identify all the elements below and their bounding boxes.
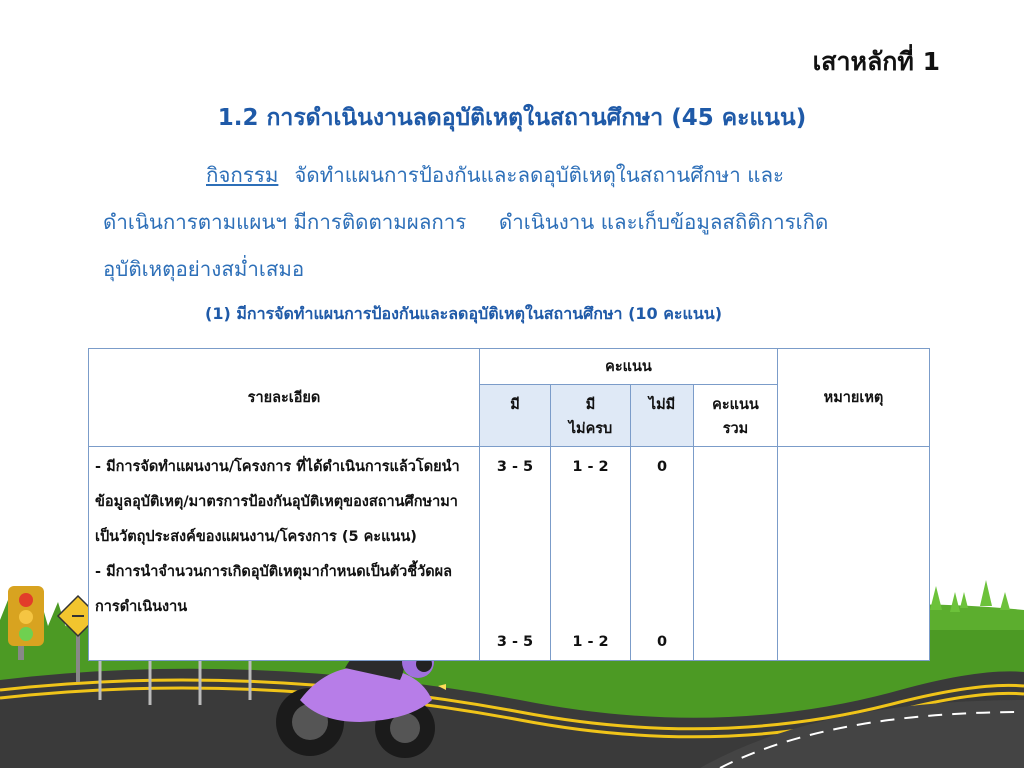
pillar-title: เสาหลักที่ 1: [812, 47, 940, 76]
header-have: มี: [480, 385, 551, 447]
row-detail: - มีการจัดทำแผนงาน/โครงการ ที่ได้ดำเนินการแล้วโดยนำข้อมูลอุบัติเหตุ/มาตรการป้องกันอุบัติเหตุของสถานศึกษามาเป็นวัตถุประสงค์ของแผนงาน/โครงการ (5 คะแนน): [95, 459, 460, 545]
header-total: คะแนน รวม: [694, 385, 778, 447]
table-row: [89, 447, 930, 661]
header-score: คะแนน: [480, 349, 778, 385]
score-table: [88, 348, 930, 661]
activity-paragraph: [103, 152, 933, 293]
header-none: ไม่มี: [631, 385, 694, 447]
row-have-value: 3 - 5: [496, 634, 534, 650]
row-total-cell: [694, 447, 778, 661]
row-remark-cell: [778, 447, 930, 661]
row-detail: - มีการนำจำนวนการเกิดอุบัติเหตุมากำหนดเป็นตัวชี้วัดผลการดำเนินงาน: [95, 564, 453, 615]
activity-label: กิจกรรม: [206, 163, 279, 187]
section-heading: 1.2 การดำเนินงานลดอุบัติเหตุในสถานศึกษา (45 คะแนน): [217, 105, 807, 131]
row-have-value: 3 - 5: [496, 459, 534, 475]
activity-line-2: ดำเนินการตามแผนฯ มีการติดตามผลการ ดำเนินงาน และเก็บข้อมูลสถิติการเกิด: [103, 210, 829, 234]
sub-criterion-heading: (1) มีการจัดทำแผนการป้องกันและลดอุบัติเหตุในสถานศึกษา (10 คะแนน): [205, 304, 723, 323]
row-incomplete-value: 1 - 2: [572, 634, 609, 650]
header-remark: หมายเหตุ: [778, 349, 930, 447]
header-incomplete: มี ไม่ครบ: [551, 385, 631, 447]
activity-line-3: อุบัติเหตุอย่างสม่ำเสมอ: [103, 257, 305, 281]
row-none-value: 0: [656, 459, 668, 475]
header-detail: รายละเอียด: [89, 349, 480, 447]
activity-line-1: จัดทำแผนการป้องกันและลดอุบัติเหตุในสถานศึกษา และ: [294, 163, 785, 187]
row-none-value: 0: [656, 634, 668, 650]
row-incomplete-value: 1 - 2: [572, 459, 609, 475]
